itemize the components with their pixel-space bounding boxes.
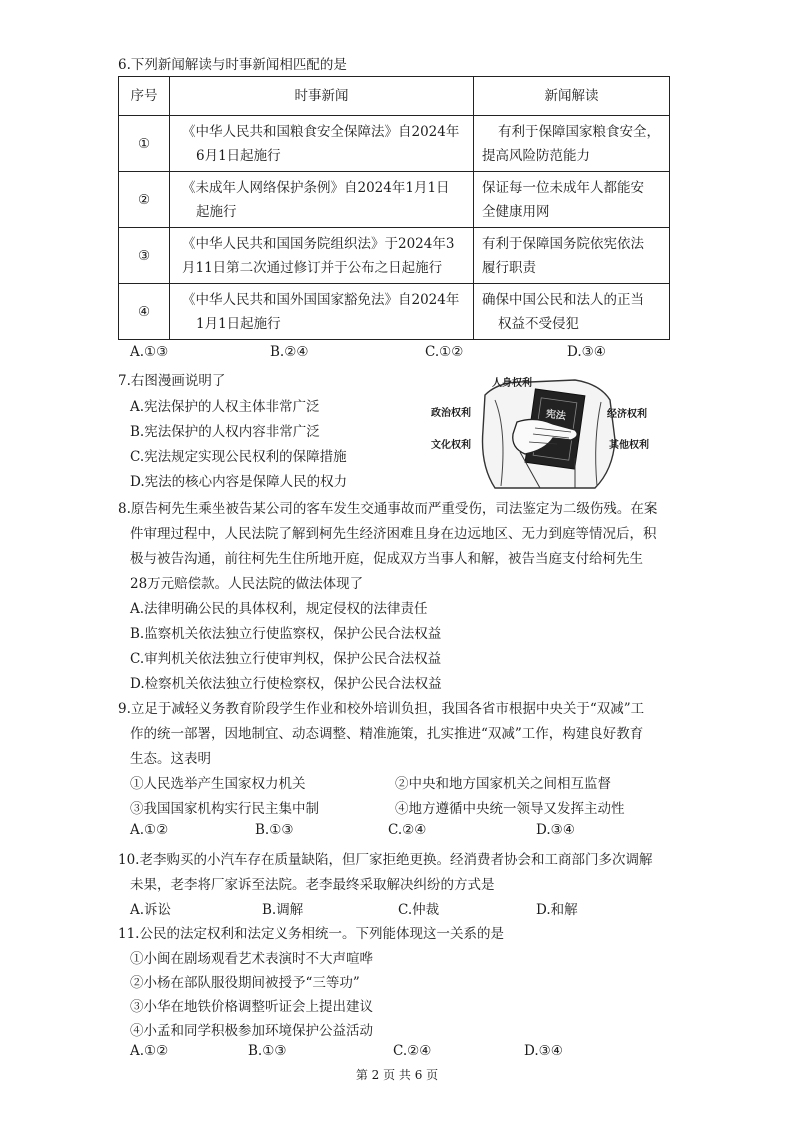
q8-stem-line-4: 28万元赔偿款。人民法院的做法体现了 [130,576,364,592]
q9-item-1: ①人民选举产生国家权力机关 [130,776,306,792]
q11-option-b[interactable]: B.①③ [248,1043,287,1059]
row-news: 《未成年人网络保护条例》自2024年1月1日 起施行 [170,172,474,228]
q8-stem-line-3: 极与被告沟通，前往柯先生住所地开庭，促成双方当事人和解，被告当庭支付给柯先生 [130,551,643,567]
row-interp: 保证每一位未成年人都能安 全健康用网 [474,172,670,228]
q9-stem-line-2: 作的统一部署，因地制宜、动态调整、精准施策，扎实推进“双减”工作，构建良好教育 [130,726,644,742]
q8-option-a[interactable]: A.法律明确公民的具体权利，规定侵权的法律责任 [130,601,428,617]
page-footer: 第 2 页 共 6 页 [355,1068,439,1082]
q8-stem-line-2: 件审理过程中，人民法院了解到柯先生经济困难且身在边远地区、无力到庭等情况后，积 [130,526,657,542]
q11-option-d[interactable]: D.③④ [524,1043,563,1059]
q9-item-3: ③我国国家机构实行民主集中制 [130,801,319,817]
q6-option-a[interactable]: A.①③ [130,344,169,360]
q9-item-4: ④地方遵循中央统一领导又发挥主动性 [395,801,625,817]
row-num: ② [119,172,170,228]
q11-item-4: ④小孟和同学积极参加环境保护公益活动 [130,1023,373,1039]
table-row [119,284,670,340]
q9-option-a[interactable]: A.①② [130,822,169,838]
row-news: 《中华人民共和国国务院组织法》于2024年3 月11日第二次通过修订并于公布之日起施行 [170,228,474,284]
q9-option-d[interactable]: D.③④ [536,822,575,838]
q10-option-a[interactable]: A.诉讼 [130,902,172,918]
q10-option-c[interactable]: C.仲裁 [398,902,440,918]
cartoon-label-other: 其他权利 [609,440,649,451]
cartoon-label-personal: 人身权利 [492,378,532,389]
q7-option-b[interactable]: B.宪法保护的人权内容非常广泛 [130,424,320,440]
news-table [118,76,670,340]
row-interp: 有利于保障国务院依宪依法 履行职责 [474,228,670,284]
q9-option-b[interactable]: B.①③ [255,822,294,838]
q8-option-b[interactable]: B.监察机关依法独立行使监察权，保护公民合法权益 [130,626,442,642]
q10-option-b[interactable]: B.调解 [262,902,304,918]
table-row [119,172,670,228]
q11-option-a[interactable]: A.①② [130,1043,169,1059]
q7-stem: 7.右图漫画说明了 [118,373,226,389]
q10-stem-line-2: 未果，老李将厂家诉至法院。老李最终采取解决纠纷的方式是 [130,877,495,893]
q11-stem: 11.公民的法定权利和法定义务相统一。下列能体现这一关系的是 [118,926,504,942]
q9-stem-line-3: 生态。这表明 [130,751,211,767]
q11-item-2: ②小杨在部队服役期间被授予“三等功” [130,975,360,991]
q9-stem-line-1: 9.立足于减轻义务教育阶段学生作业和校外培训负担，我国各省市根据中央关于“双减”工 [118,701,645,717]
row-interp: 确保中国公民和法人的正当 权益不受侵犯 [474,284,670,340]
cartoon-label-economic: 经济权利 [607,409,647,420]
cartoon [425,370,675,492]
q6-option-d[interactable]: D.③④ [567,344,606,360]
q6-option-c[interactable]: C.①② [425,344,464,360]
header-interp: 新闻解读 [474,77,670,116]
q6-stem: 6.下列新闻解读与时事新闻相匹配的是 [118,57,347,73]
row-num: ④ [119,284,170,340]
header-news: 时事新闻 [170,77,474,116]
q7-option-a[interactable]: A.宪法保护的人权主体非常广泛 [130,399,320,415]
q9-option-c[interactable]: C.②④ [388,822,427,838]
cartoon-book-title: 宪法 [545,408,567,423]
table-header-row [119,77,670,116]
cartoon-label-political: 政治权利 [431,408,471,419]
q11-item-1: ①小闽在剧场观看艺术表演时不大声喧哗 [130,951,373,967]
q6-option-b[interactable]: B.②④ [270,344,309,360]
cartoon-label-cultural: 文化权利 [431,440,471,451]
q10-option-d[interactable]: D.和解 [536,902,578,918]
q9-item-2: ②中央和地方国家机关之间相互监督 [395,776,611,792]
row-news: 《中华人民共和国粮食安全保障法》自2024年 6月1日起施行 [170,116,474,172]
q7-option-d[interactable]: D.宪法的核心内容是保障人民的权力 [130,474,348,490]
table-row [119,228,670,284]
q8-stem-line-1: 8.原告柯先生乘坐被告某公司的客车发生交通事故而严重受伤，司法鉴定为二级伤残。在案 [118,501,658,517]
header-num: 序号 [119,77,170,116]
q8-option-d[interactable]: D.检察机关依法独立行使检察权，保护公民合法权益 [130,676,442,692]
row-news: 《中华人民共和国外国国家豁免法》自2024年 1月1日起施行 [170,284,474,340]
row-interp: 有利于保障国家粮食安全， 提高风险防范能力 [474,116,670,172]
table-row [119,116,670,172]
q11-option-c[interactable]: C.②④ [393,1043,432,1059]
q7-option-c[interactable]: C.宪法规定实现公民权利的保障措施 [130,449,347,465]
row-num: ③ [119,228,170,284]
cartoon-illustration [425,370,675,492]
row-num: ① [119,116,170,172]
q11-item-3: ③小华在地铁价格调整听证会上提出建议 [130,999,373,1015]
q8-option-c[interactable]: C.审判机关依法独立行使审判权，保护公民合法权益 [130,651,442,667]
q10-stem-line-1: 10.老李购买的小汽车存在质量缺陷，但厂家拒绝更换。经消费者协会和工商部门多次调解 [118,852,653,868]
